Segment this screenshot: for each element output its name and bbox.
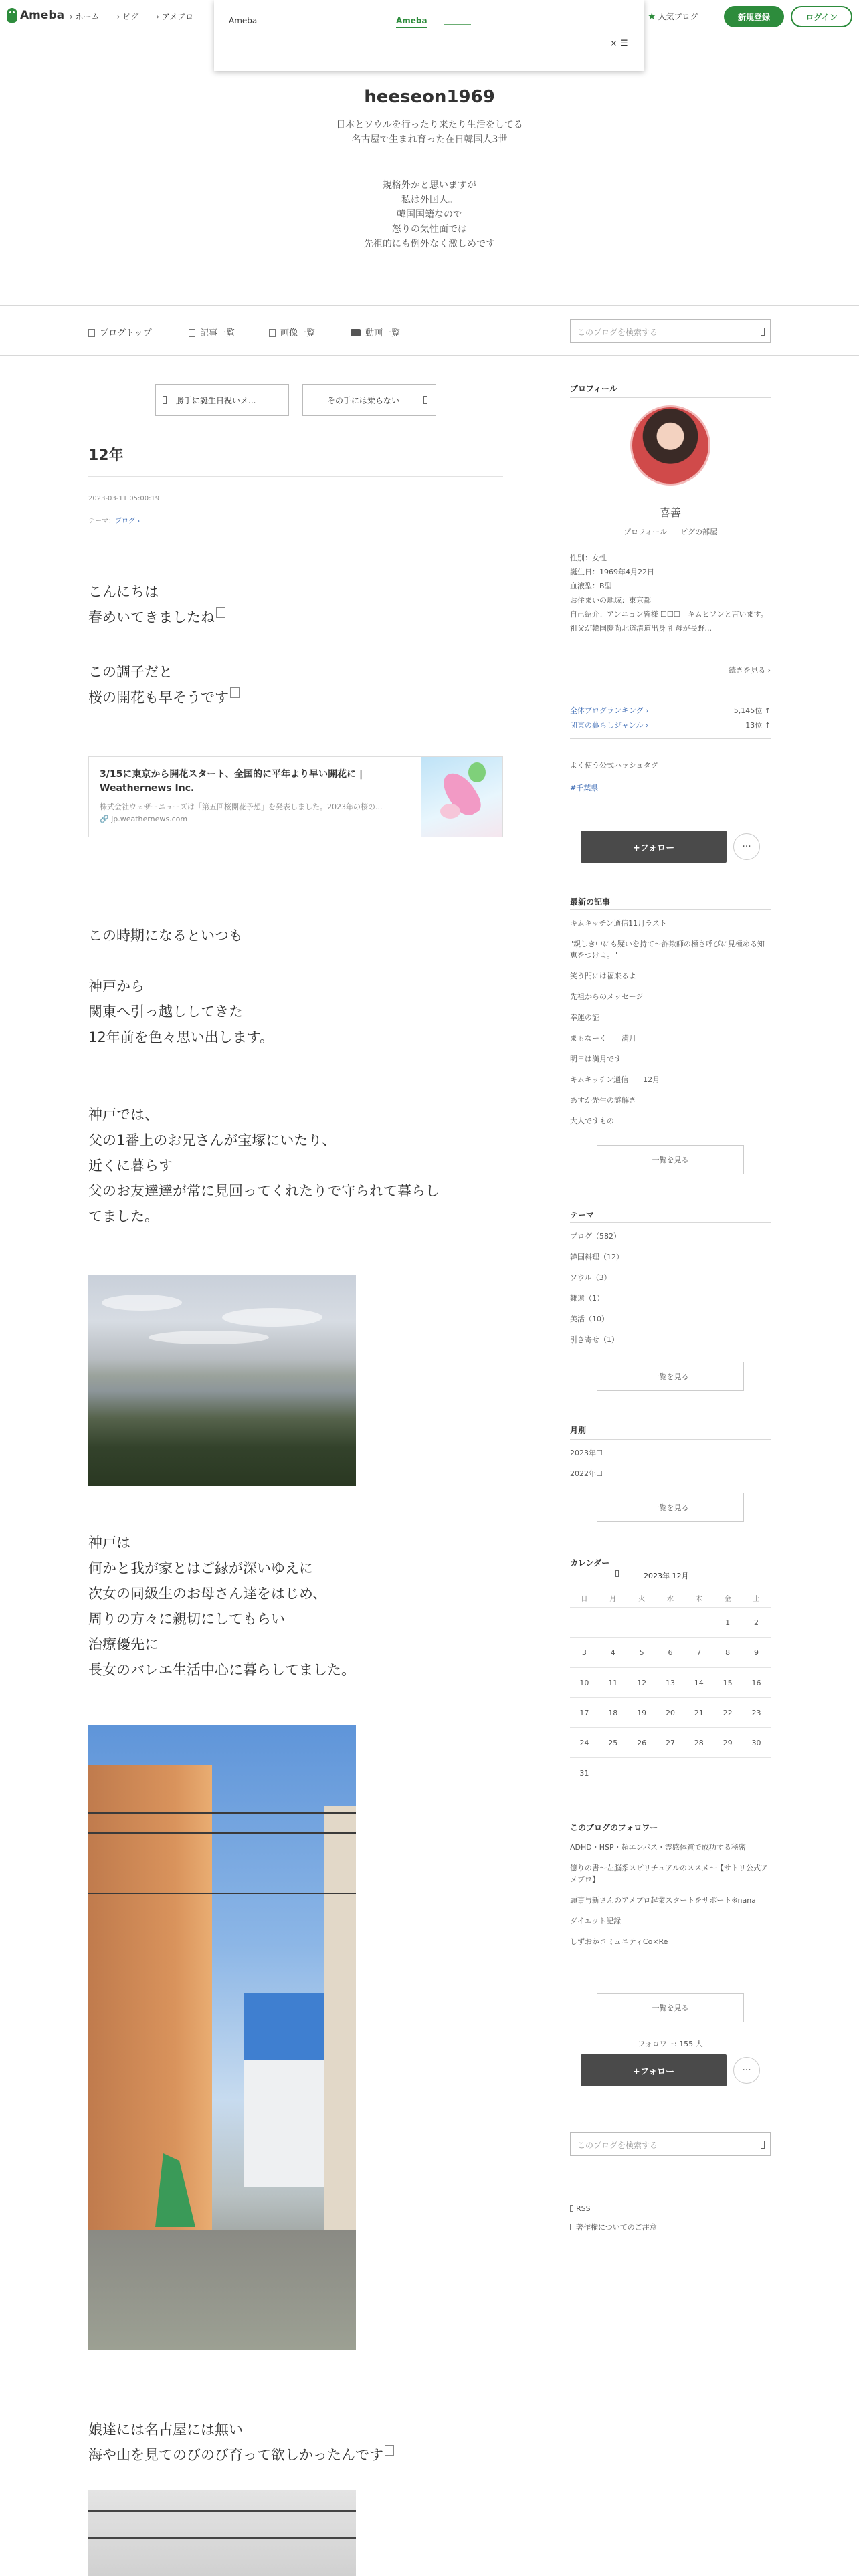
calendar-week-row bbox=[570, 1728, 771, 1758]
emoji-image-icon bbox=[385, 2445, 394, 2456]
photo-detail bbox=[88, 2537, 356, 2539]
photo-detail bbox=[324, 1806, 356, 2234]
rss-link[interactable] bbox=[570, 2204, 591, 2213]
calendar-day-cell[interactable]: 26 bbox=[637, 1739, 647, 1747]
recent-list bbox=[570, 918, 771, 1136]
recent-item[interactable]: キムキッチン通信 12月 bbox=[570, 1075, 660, 1084]
blog-nav bbox=[0, 305, 859, 356]
text-line: 次女の同級生のお母さん達をはじめ、 bbox=[88, 1586, 327, 1602]
weekday-cell: 土 bbox=[753, 1596, 760, 1603]
entry-photo-sky[interactable] bbox=[88, 2490, 356, 2576]
calendar-day-cell[interactable]: 16 bbox=[751, 1679, 761, 1687]
recent-item[interactable]: あすか先生の謎解き bbox=[570, 1096, 636, 1105]
chevron-left-icon bbox=[163, 396, 167, 404]
weekday-cell: 金 bbox=[724, 1596, 731, 1603]
profile-heading: プロフィール bbox=[570, 384, 617, 393]
calendar-day-cell bbox=[684, 1758, 713, 1788]
calendar-day-cell bbox=[628, 1758, 656, 1788]
photo-detail bbox=[88, 1812, 356, 1814]
rank-overall-label: 全体ブログランキング › bbox=[570, 706, 649, 715]
emoji-image-icon bbox=[216, 607, 225, 618]
weekday-cell: 日 bbox=[581, 1596, 588, 1603]
blog-description-line: 先祖的にも例外なく激しめです bbox=[364, 239, 495, 249]
theme-item[interactable]: 難還（1） bbox=[570, 1294, 604, 1303]
rss-label: RSS bbox=[576, 2204, 591, 2213]
calendar-day-cell[interactable]: 13 bbox=[665, 1679, 675, 1687]
text-line: 父のお友達達が常に見回ってくれたりで守られて暮らし bbox=[88, 1183, 440, 1199]
global-nav-home[interactable]: › ホーム bbox=[70, 11, 100, 22]
follow-button[interactable]: +フォロー bbox=[581, 831, 727, 863]
search-icon[interactable] bbox=[761, 2141, 765, 2149]
text-line: こんにちは bbox=[88, 584, 159, 600]
weekday-cell: 木 bbox=[695, 1596, 702, 1603]
calendar-day-cell[interactable]: 21 bbox=[694, 1709, 704, 1717]
register-button[interactable]: 新規登録 bbox=[724, 6, 784, 27]
login-button[interactable]: ログイン bbox=[791, 6, 852, 27]
calendar-day-cell[interactable]: 12 bbox=[637, 1679, 647, 1687]
recent-item[interactable]: キムキッチン通信11月ラスト bbox=[570, 919, 667, 928]
text-line: てました。 bbox=[88, 1208, 159, 1224]
entry-date: 2023-03-11 05:00:19 bbox=[88, 495, 160, 502]
more-options-button-bottom[interactable]: ··· bbox=[733, 2057, 760, 2084]
profile-links bbox=[570, 526, 771, 537]
calendar-day-cell[interactable]: 1 bbox=[725, 1618, 731, 1627]
profile-info-line: 誕生日：1969年4月22日 bbox=[570, 568, 654, 576]
text-line: 何かと我が家とはご縁が深いゆえに bbox=[88, 1560, 313, 1576]
calendar-day-cell[interactable]: 20 bbox=[665, 1709, 675, 1717]
blog-description-line: 韓国国籍なので bbox=[397, 209, 462, 220]
link-card[interactable] bbox=[88, 756, 503, 837]
theme-item[interactable]: ソウル（3） bbox=[570, 1273, 611, 1282]
calendar-day-cell[interactable]: 31 bbox=[579, 1769, 589, 1778]
calendar-day-cell bbox=[742, 1758, 771, 1788]
text-line: 神戸は bbox=[88, 1535, 130, 1551]
text-line: 娘達には名古屋には無い bbox=[88, 2422, 243, 2438]
month-item[interactable]: 2023年☐ bbox=[570, 1448, 603, 1457]
next-entry-button[interactable] bbox=[302, 384, 436, 416]
profile-info bbox=[570, 551, 771, 635]
theme-item[interactable]: ブログ（582） bbox=[570, 1232, 621, 1241]
photo-detail bbox=[88, 1832, 356, 1834]
entry-theme bbox=[88, 515, 140, 525]
nav-blog-top[interactable] bbox=[88, 326, 152, 338]
calendar-day-cell[interactable]: 25 bbox=[608, 1739, 618, 1747]
text-line: 治療優先に bbox=[88, 1636, 159, 1652]
follower-item[interactable]: しずおかコミュニティCo×Re bbox=[570, 1937, 668, 1946]
text-line bbox=[88, 685, 240, 710]
divider bbox=[570, 909, 771, 910]
recent-item[interactable]: まもなーく 満月 bbox=[570, 1034, 636, 1043]
calendar-day-cell[interactable]: 14 bbox=[694, 1679, 704, 1687]
calendar-day-cell[interactable]: 11 bbox=[608, 1679, 618, 1687]
hashtag-heading: よく使う公式ハッシュタグ bbox=[570, 761, 658, 770]
calendar-day-cell[interactable]: 28 bbox=[694, 1739, 704, 1747]
video-camera-icon bbox=[351, 329, 361, 336]
entry-theme-label: テーマ： bbox=[88, 518, 115, 525]
search-placeholder: このブログを検索する bbox=[577, 2141, 658, 2150]
text-line bbox=[88, 605, 225, 630]
weekday-cell: 月 bbox=[609, 1596, 617, 1603]
profile-info-line: 血液型：B型 bbox=[570, 582, 612, 591]
link-card-thumbnail bbox=[421, 757, 502, 837]
entry-photo-street[interactable] bbox=[88, 1725, 356, 2350]
avatar[interactable] bbox=[630, 405, 710, 486]
blog-description bbox=[0, 118, 859, 147]
search-icon[interactable] bbox=[761, 328, 765, 336]
theme-list bbox=[570, 1230, 771, 1355]
text-span: 桜の開花も早そうです bbox=[88, 689, 229, 706]
link-card-description: 株式会社ウェザーニューズは「第五回桜開花予想」を発表しました。2023年の桜の... bbox=[100, 802, 383, 811]
recent-item[interactable]: "親しき中にも疑いを持て〜詐欺師の極さ呼びに見極める知恵をつけよ。" bbox=[570, 940, 765, 960]
global-nav bbox=[70, 11, 211, 22]
calendar-day-cell[interactable]: 10 bbox=[579, 1679, 589, 1687]
entry-paragraph bbox=[88, 2417, 394, 2468]
text-line: 近くに暮らす bbox=[88, 1158, 173, 1174]
calendar-day-cell bbox=[599, 1758, 628, 1788]
entry-photo-kobe-view[interactable] bbox=[88, 1275, 356, 1486]
recent-item[interactable]: 幸運の証 bbox=[570, 1013, 599, 1022]
photo-detail bbox=[244, 2060, 324, 2187]
entry-paragraph bbox=[88, 1102, 440, 1229]
calendar-day-cell[interactable]: 18 bbox=[608, 1709, 618, 1717]
photo-detail bbox=[149, 1331, 269, 1344]
monthly-see-all-button[interactable]: 一覧を見る bbox=[597, 1493, 744, 1522]
image-icon bbox=[269, 329, 276, 337]
text-line: 関東へ引っ越ししてきた bbox=[88, 1004, 243, 1020]
recent-item[interactable]: 明日は満月です bbox=[570, 1055, 622, 1063]
blog-description-line: 私は外国人。 bbox=[401, 195, 458, 205]
blog-description-line: 日本とソウルを行ったり来たり生活をしてる bbox=[336, 120, 523, 130]
nav-entry-list[interactable] bbox=[189, 326, 235, 338]
calendar-day-cell[interactable]: 30 bbox=[751, 1739, 761, 1747]
nav-label: ブログトップ bbox=[100, 328, 152, 338]
star-icon: ★ bbox=[648, 11, 656, 22]
theme-item[interactable]: 引き寄せ（1） bbox=[570, 1335, 619, 1344]
text-line bbox=[88, 2442, 394, 2468]
calendar-day-cell[interactable]: 27 bbox=[665, 1739, 675, 1747]
rss-icon bbox=[570, 2205, 573, 2212]
home-icon bbox=[88, 329, 95, 337]
calendar-day-cell[interactable]: 2 bbox=[753, 1618, 759, 1627]
calendar-week-row bbox=[570, 1758, 771, 1788]
calendar-week-row bbox=[570, 1668, 771, 1698]
link-card-domain bbox=[100, 815, 187, 823]
ameba-logo-icon bbox=[7, 8, 17, 23]
blog-title[interactable]: heeseon1969 bbox=[364, 87, 495, 107]
profile-link[interactable]: プロフィール bbox=[624, 528, 667, 536]
calendar-week-row bbox=[570, 1638, 771, 1668]
map-shape bbox=[468, 762, 486, 782]
rank-overall-value: 5,145位 ↑ bbox=[733, 706, 771, 715]
photo-detail bbox=[222, 1308, 322, 1327]
text-span: 春めいてきましたね bbox=[88, 609, 215, 625]
text-span: 海や山を見てのびのび育って欲しかったんです bbox=[88, 2447, 383, 2463]
ameba-logo[interactable] bbox=[7, 8, 64, 23]
text-line: 父の1番上のお兄さんが宝塚にいたり、 bbox=[88, 1132, 337, 1148]
photo-detail bbox=[88, 2510, 356, 2512]
recent-item[interactable]: 先祖からのメッセージ bbox=[570, 992, 644, 1001]
calendar-day-cell[interactable]: 23 bbox=[751, 1709, 761, 1717]
text-line: この調子だと bbox=[88, 664, 173, 680]
rank-genre-value: 13位 ↑ bbox=[745, 721, 771, 730]
overlay-left-label: Ameba bbox=[229, 16, 258, 25]
text-line: 12年前を色々思い出します。 bbox=[88, 1029, 274, 1045]
next-entry-label: その手には乗らない bbox=[327, 395, 400, 405]
link-card-domain-text: jp.weathernews.com bbox=[111, 815, 188, 823]
blog-description-line: 規格外かと思いますが bbox=[383, 180, 476, 191]
list-icon bbox=[189, 329, 195, 337]
calendar-day-cell[interactable]: 7 bbox=[696, 1648, 702, 1657]
rank-genre-label: 関東の暮らしジャンル › bbox=[570, 721, 649, 730]
overlay-tab-underline bbox=[444, 24, 471, 25]
entry-paragraph bbox=[88, 923, 243, 948]
more-options-button[interactable]: ··· bbox=[733, 833, 760, 860]
global-nav-ameblo[interactable]: › アメブロ bbox=[156, 11, 193, 22]
calendar-week-row bbox=[570, 1608, 771, 1638]
theme-item[interactable]: 韓国料理（12） bbox=[570, 1253, 624, 1261]
profile-more-link[interactable]: 続きを見る › bbox=[729, 666, 771, 675]
followers-list bbox=[570, 1842, 771, 1957]
theme-item[interactable]: 美活（10） bbox=[570, 1315, 609, 1323]
month-item[interactable]: 2022年☐ bbox=[570, 1469, 603, 1478]
pigg-room-link[interactable]: ピグの部屋 bbox=[680, 528, 717, 536]
follower-item[interactable]: ADHD・HSP・超エンパス・霊感体質で成功する秘密 bbox=[570, 1843, 746, 1852]
chevron-right-icon bbox=[423, 396, 427, 404]
document-icon bbox=[570, 2224, 573, 2230]
recent-item[interactable]: 笑う門には福来るよ bbox=[570, 972, 636, 980]
prev-entry-label: 勝手に誕生日祝いメ... bbox=[176, 395, 256, 405]
global-nav-pigg[interactable]: › ピグ bbox=[117, 11, 139, 22]
text-line: 長女のバレエ生活中心に暮らしてました。 bbox=[88, 1662, 355, 1678]
hashtag-link[interactable]: #千葉県 bbox=[570, 784, 599, 792]
divider bbox=[88, 476, 503, 477]
profile-name[interactable]: 喜善 bbox=[659, 506, 681, 519]
ad-overlay-panel bbox=[214, 0, 644, 71]
monthly-heading: 月別 bbox=[570, 1426, 587, 1435]
copyright-link[interactable] bbox=[570, 2222, 657, 2232]
search-placeholder: このブログを検索する bbox=[577, 328, 658, 337]
calendar-week-row bbox=[570, 1698, 771, 1728]
theme-heading: テーマ bbox=[570, 1210, 595, 1220]
rank-overall[interactable] bbox=[570, 705, 771, 716]
weekday-cell: 水 bbox=[666, 1596, 674, 1603]
popular-blog-label: 人気ブログ bbox=[658, 12, 698, 21]
calendar-day-cell[interactable]: 29 bbox=[723, 1739, 733, 1747]
nav-label: 画像一覧 bbox=[280, 328, 316, 338]
calendar-day-cell[interactable]: 15 bbox=[723, 1679, 733, 1687]
entry-paragraph bbox=[88, 974, 274, 1050]
ameba-logo-text: Ameba bbox=[20, 9, 65, 22]
chevron-left-icon[interactable] bbox=[615, 1570, 619, 1577]
calendar-heading: カレンダー bbox=[570, 1558, 610, 1568]
calendar-day-cell bbox=[656, 1608, 685, 1637]
follow-button-bottom[interactable]: +フォロー bbox=[581, 2054, 727, 2086]
calendar-day-cell[interactable]: 24 bbox=[579, 1739, 589, 1747]
blog-description-line: 名古屋で生まれ育った在日韓国人3世 bbox=[351, 134, 508, 145]
calendar-day-cell bbox=[599, 1608, 628, 1637]
link-card-title: 3/15に東京から開花スタート、全国的に平年より早い開花に | Weathernews Inc. bbox=[100, 769, 363, 794]
text-line: この時期になるといつも bbox=[88, 928, 243, 944]
calendar-day-cell bbox=[656, 1758, 685, 1788]
nav-label: 動画一覧 bbox=[365, 328, 401, 338]
recent-see-all-button[interactable]: 一覧を見る bbox=[597, 1145, 744, 1174]
overlay-close-button[interactable]: × ☰ bbox=[610, 39, 628, 49]
profile-info-line: 性別：女性 bbox=[570, 554, 607, 562]
calendar-day-cell[interactable]: 9 bbox=[753, 1648, 759, 1657]
calendar-day-cell[interactable]: 3 bbox=[581, 1648, 587, 1657]
profile-info-line: 自己紹介：アンニョン皆様 ☐☐☐ キムヒソンと言います。 祖父が韓国慶尚北道清道出身 祖母が長野... bbox=[570, 610, 768, 633]
calendar-day-cell[interactable]: 17 bbox=[579, 1709, 589, 1717]
copyright-label: 著作権についてのご注意 bbox=[576, 2223, 657, 2232]
prev-entry-button[interactable] bbox=[155, 384, 289, 416]
divider bbox=[570, 1439, 771, 1440]
photo-detail bbox=[102, 1295, 182, 1311]
nav-label: 記事一覧 bbox=[200, 328, 235, 338]
sidebar-search-input[interactable] bbox=[570, 2132, 771, 2156]
weekday-cell: 火 bbox=[638, 1596, 646, 1603]
calendar-day-cell bbox=[713, 1758, 742, 1788]
text-line: 周りの方々に親切にしてもらい bbox=[88, 1611, 285, 1627]
popular-blog-link[interactable] bbox=[648, 11, 698, 22]
recent-item[interactable]: 大人ですもの bbox=[570, 1117, 614, 1125]
entry-theme-link[interactable]: ブログ › bbox=[115, 518, 140, 525]
entry-paragraph bbox=[88, 659, 240, 710]
calendar-weekday-row bbox=[570, 1589, 771, 1608]
overlay-tab-ameba[interactable]: Ameba bbox=[396, 16, 427, 28]
followers-heading: このブログのフォロワー bbox=[570, 1823, 658, 1832]
text-line: 神戸では、 bbox=[88, 1107, 159, 1123]
calendar-day-cell bbox=[684, 1608, 713, 1637]
entry-title[interactable]: 12年 bbox=[88, 447, 124, 464]
followers-see-all-button[interactable]: 一覧を見る bbox=[597, 1993, 744, 2022]
calendar-day-cell bbox=[628, 1608, 656, 1637]
photo-detail bbox=[88, 1765, 212, 2234]
calendar-day-cell[interactable]: 6 bbox=[668, 1648, 673, 1657]
follower-item[interactable]: 頭事与新さんのアメブロ起業スタートをサポート※nana bbox=[570, 1896, 756, 1905]
nav-image-list[interactable] bbox=[269, 326, 315, 338]
rank-genre[interactable] bbox=[570, 720, 771, 730]
calendar-day-cell[interactable]: 5 bbox=[639, 1648, 644, 1657]
photo-detail bbox=[88, 1893, 356, 1894]
divider bbox=[570, 1222, 771, 1223]
calendar-day-cell bbox=[570, 1608, 599, 1637]
calendar-day-cell[interactable]: 19 bbox=[637, 1709, 647, 1717]
divider bbox=[570, 738, 771, 739]
map-shape bbox=[440, 804, 460, 819]
blog-description-line: 怒りの気性面では bbox=[392, 224, 467, 235]
blog-search-input[interactable] bbox=[570, 319, 771, 343]
calendar-month: 2023年 12月 bbox=[644, 1572, 689, 1580]
divider bbox=[570, 397, 771, 398]
photo-detail bbox=[88, 2230, 356, 2350]
entry-paragraph bbox=[88, 1530, 355, 1683]
blog-description-extra bbox=[0, 178, 859, 251]
follower-item[interactable]: ダイエット記録 bbox=[570, 1917, 622, 1925]
follower-count: フォロワー: 155 人 bbox=[638, 2040, 703, 2048]
link-icon: 🔗 bbox=[100, 815, 112, 823]
monthly-list bbox=[570, 1447, 771, 1489]
entry-paragraph bbox=[88, 579, 225, 630]
follower-item[interactable]: 億りの書〜左脳系スピリチュアルのススメ〜【サトリ公式アメブロ】 bbox=[570, 1864, 769, 1884]
profile-info-line: お住まいの地域：東京都 bbox=[570, 596, 651, 605]
calendar-day-cell[interactable]: 22 bbox=[723, 1709, 733, 1717]
theme-see-all-button[interactable]: 一覧を見る bbox=[597, 1362, 744, 1391]
recent-heading: 最新の記事 bbox=[570, 897, 611, 907]
calendar-grid bbox=[570, 1589, 771, 1788]
text-line: 神戸から bbox=[88, 978, 145, 994]
emoji-image-icon bbox=[230, 687, 240, 698]
nav-video-list[interactable] bbox=[351, 326, 400, 338]
calendar-day-cell[interactable]: 8 bbox=[725, 1648, 731, 1657]
calendar-day-cell[interactable]: 4 bbox=[610, 1648, 615, 1657]
